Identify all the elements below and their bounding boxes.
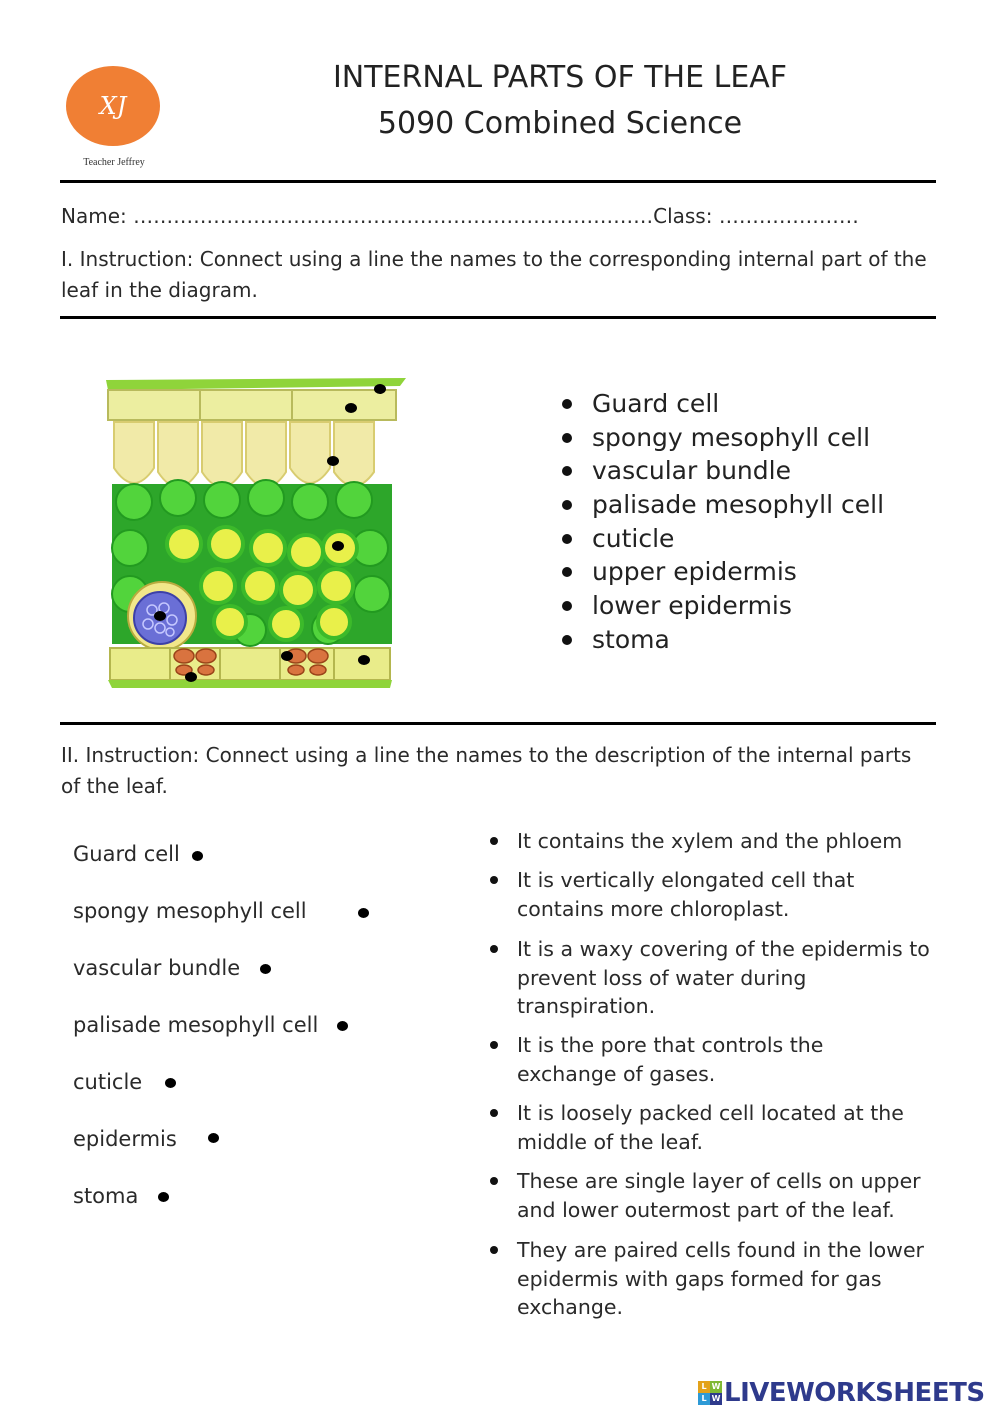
logo bbox=[66, 66, 160, 146]
list-item: lower epidermis bbox=[556, 589, 884, 623]
bullet bbox=[490, 1041, 498, 1049]
description-item: It is loosely packed cell located at the middle of the leaf. bbox=[490, 1099, 940, 1156]
list-item: spongy mesophyll cell bbox=[556, 421, 884, 455]
instruction-2: II. Instruction: Connect using a line the names to the description of the internal parts of the leaf. bbox=[61, 743, 912, 798]
match-dot[interactable] bbox=[192, 851, 203, 861]
bullet bbox=[562, 601, 572, 611]
list-item: stoma bbox=[556, 623, 884, 657]
match-name-palisade-mesophyll: palisade mesophyll cell bbox=[73, 1013, 319, 1037]
description-item: It contains the xylem and the phloem bbox=[490, 827, 960, 856]
bullet bbox=[562, 433, 572, 443]
bullet bbox=[490, 1109, 498, 1117]
logo-caption: Teacher Jeffrey bbox=[83, 157, 145, 168]
list-item: upper epidermis bbox=[556, 555, 884, 589]
bullet bbox=[562, 534, 572, 544]
cuticle-layer bbox=[106, 378, 406, 390]
bullet bbox=[490, 1177, 498, 1185]
description-item: It is a waxy covering of the epidermis to prevent loss of water during transpiration. bbox=[490, 935, 930, 1021]
bullet bbox=[490, 1246, 498, 1254]
match-name-vascular-bundle: vascular bundle bbox=[73, 956, 241, 980]
page-title: INTERNAL PARTS OF THE LEAF bbox=[332, 60, 788, 95]
description-item: These are single layer of cells on upper and lower outermost part of the leaf. bbox=[490, 1167, 945, 1224]
leaf-part-label-list bbox=[556, 387, 884, 657]
bullet bbox=[562, 500, 572, 510]
match-dot[interactable] bbox=[158, 1192, 169, 1202]
match-name-stoma: stoma bbox=[73, 1184, 139, 1208]
instruction-1: I. Instruction: Connect using a line the names to the corresponding internal part of the leaf in the diagram. bbox=[61, 247, 927, 302]
section1-divider bbox=[60, 316, 936, 319]
match-name-epidermis: epidermis bbox=[73, 1127, 177, 1151]
bullet bbox=[490, 837, 498, 845]
description-item: They are paired cells found in the lower epidermis with gaps formed for gas exchange. bbox=[490, 1236, 935, 1322]
match-name-cuticle: cuticle bbox=[73, 1070, 143, 1094]
match-dot[interactable] bbox=[337, 1021, 348, 1031]
bullet bbox=[490, 876, 498, 884]
match-dot[interactable] bbox=[165, 1078, 176, 1088]
logo-initials: XJ bbox=[99, 92, 127, 120]
match-dot[interactable] bbox=[358, 908, 369, 918]
bullet bbox=[562, 399, 572, 409]
header-divider bbox=[60, 180, 936, 183]
list-item: vascular bundle bbox=[556, 454, 884, 488]
palisade-cells bbox=[114, 422, 374, 487]
bullet bbox=[490, 945, 498, 953]
match-name-guard-cell: Guard cell bbox=[73, 842, 180, 866]
section2-divider bbox=[60, 722, 936, 725]
list-item: cuticle bbox=[556, 522, 884, 556]
page-subtitle: 5090 Combined Science bbox=[377, 106, 743, 141]
liveworksheets-logo-icon: L W L W bbox=[698, 1381, 722, 1405]
bullet bbox=[562, 567, 572, 577]
bullet bbox=[562, 466, 572, 476]
liveworksheets-brand bbox=[698, 1378, 985, 1408]
description-item: It is the pore that controls the exchange of gases. bbox=[490, 1031, 890, 1088]
match-name-spongy-mesophyll: spongy mesophyll cell bbox=[73, 899, 307, 923]
liveworksheets-wordmark: LIVEWORKSHEETS bbox=[724, 1378, 985, 1408]
list-item: palisade mesophyll cell bbox=[556, 488, 884, 522]
match-dot[interactable] bbox=[208, 1133, 219, 1143]
lower-epidermis-layer bbox=[110, 648, 390, 680]
name-class-field[interactable]: Name: ……………………………………………………………………Class: ………………… bbox=[61, 204, 859, 228]
leaf-cross-section-diagram bbox=[100, 372, 412, 692]
match-dot[interactable] bbox=[260, 964, 271, 974]
list-item: Guard cell bbox=[556, 387, 884, 421]
description-item: It is vertically elongated cell that contains more chloroplast. bbox=[490, 866, 910, 923]
bullet bbox=[562, 635, 572, 645]
